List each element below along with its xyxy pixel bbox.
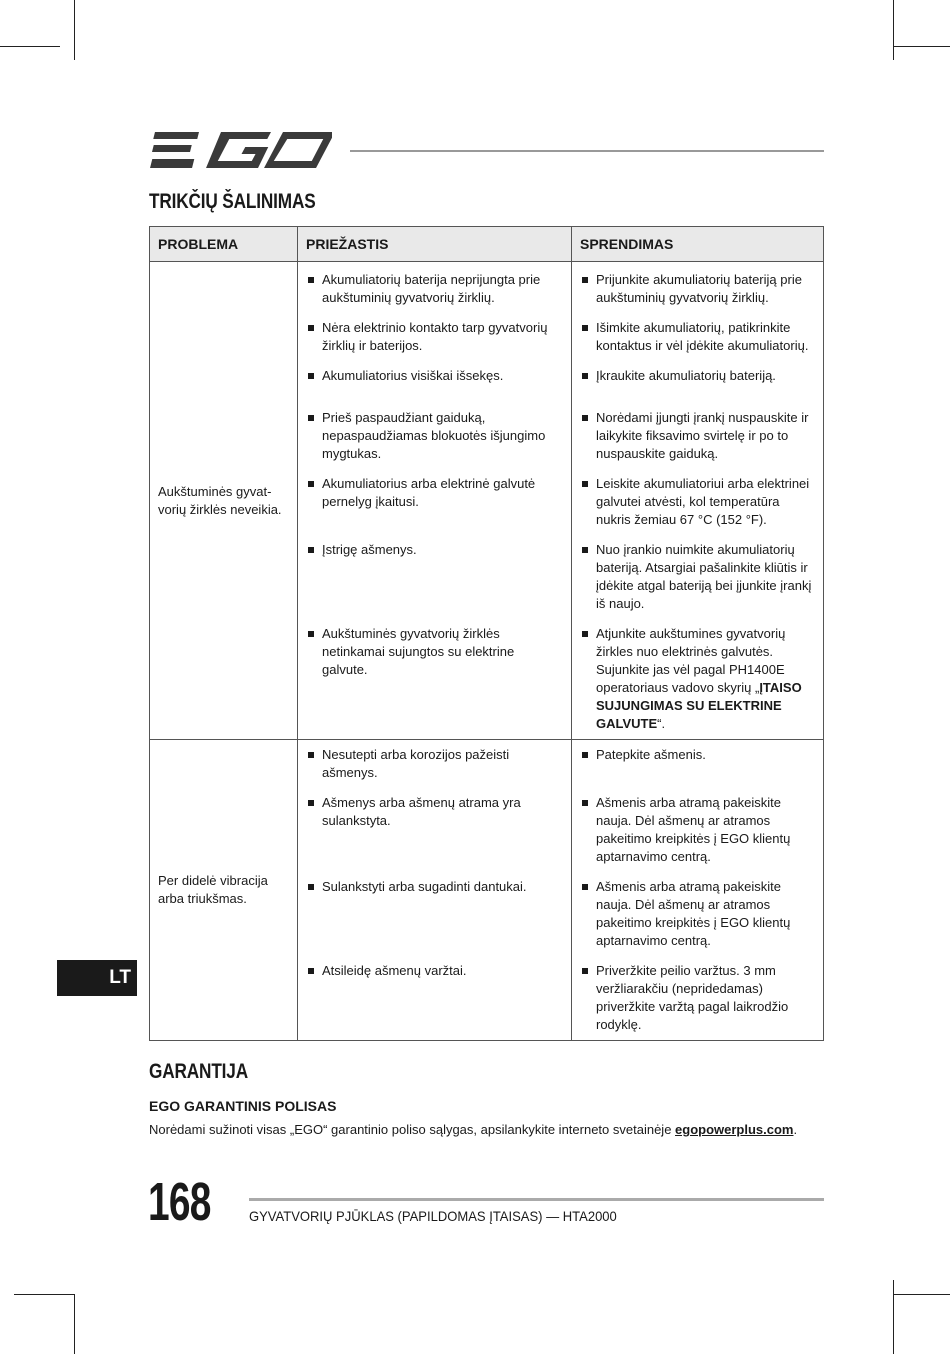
bullet-icon xyxy=(308,752,314,758)
solution-cell xyxy=(572,788,824,872)
cause-text: Aukštuminės gyvatvorių žirklės netinkamai sujungtos su elektrine galvute. xyxy=(322,626,515,677)
bullet-icon xyxy=(582,752,588,758)
bullet-icon xyxy=(308,968,314,974)
warranty-title: GARANTIJA xyxy=(149,1060,248,1083)
cause-text: Prieš paspaudžiant gaiduką, nepaspaudžiamas blokuotės išjungimo mygtukas. xyxy=(322,410,546,461)
bullet-icon xyxy=(308,415,314,421)
bullet-icon xyxy=(308,800,314,806)
crop-mark xyxy=(74,1294,75,1354)
solution-text: Priveržkite peilio varžtus. 3 mm veržliarakčiu (nepridedamas) priveržkite varžtą pagal laikrodžio rodyklę. xyxy=(596,963,789,1032)
ego-logo xyxy=(150,128,332,172)
cause-text: Atsileidę ašmenų varžtai. xyxy=(322,963,467,978)
crop-mark xyxy=(14,1294,74,1295)
troubleshooting-title: TRIKČIŲ ŠALINIMAS xyxy=(149,190,316,213)
warranty-text xyxy=(149,1122,797,1137)
bullet-icon xyxy=(582,547,588,553)
cause-cell xyxy=(298,535,572,619)
cause-cell xyxy=(298,956,572,1041)
bullet-icon xyxy=(308,547,314,553)
column-header-solution: SPRENDIMAS xyxy=(572,227,824,262)
crop-mark xyxy=(893,0,894,60)
solution-text: Leiskite akumuliatoriui arba elektrinei galvutei atvėsti, kol temperatūra nukris žemiau 67 °C (152 °F). xyxy=(596,476,810,527)
cause-cell xyxy=(298,619,572,740)
solution-cell xyxy=(572,262,824,314)
solution-cell xyxy=(572,535,824,619)
solution-text: Įkraukite akumuliatorių bateriją. xyxy=(596,368,776,383)
bullet-icon xyxy=(582,631,588,637)
cause-text: Akumuliatorių baterija neprijungta prie aukštuminių gyvatvorių žirklių. xyxy=(322,272,541,305)
solution-text-post: “. xyxy=(657,716,666,731)
warranty-link[interactable]: egopowerplus.com xyxy=(675,1122,794,1137)
column-header-cause: PRIEŽASTIS xyxy=(298,227,572,262)
page-number: 168 xyxy=(148,1172,211,1232)
solution-cell xyxy=(572,361,824,403)
crop-mark xyxy=(74,0,75,60)
footer-rule xyxy=(249,1198,824,1201)
solution-text-pre: Atjunkite aukštumines gyvatvorių žirkles nuo elektrinės galvutės. Sujunkite jas vėl pagal PH1400E operatoriaus vadovo skyrių „ xyxy=(596,626,786,695)
cause-text: Įstrigę ašmenys. xyxy=(322,542,417,557)
cause-text: Sulankstyti arba sugadinti dantukai. xyxy=(322,879,527,894)
problem-cell: Aukštuminės gyvat-vorių žirklės neveikia. xyxy=(150,262,298,740)
cause-text: Nėra elektrinio kontakto tarp gyvatvorių žirklių ir baterijos. xyxy=(322,320,548,353)
solution-text: Nuo įrankio nuimkite akumuliatorių bateriją. Atsargiai pašalinkite kliūtis ir įdėkite atgal bateriją bei įjunkite įrankį iš naujo. xyxy=(596,542,812,611)
solution-cell xyxy=(572,872,824,956)
troubleshooting-table xyxy=(149,226,824,1041)
cause-text: Akumuliatorius visiškai išsekęs. xyxy=(322,368,504,383)
table-row xyxy=(150,262,824,314)
bullet-icon xyxy=(308,373,314,379)
cause-text: Nesutepti arba korozijos pažeisti ašmenys. xyxy=(322,747,510,780)
warranty-text-post: . xyxy=(793,1122,798,1137)
bullet-icon xyxy=(582,277,588,283)
table-row xyxy=(150,740,824,789)
solution-text xyxy=(596,625,815,733)
footer-title: GYVATVORIŲ PJŪKLAS (PAPILDOMAS ĮTAISAS) — HTA2000 xyxy=(249,1208,617,1224)
bullet-icon xyxy=(582,884,588,890)
cause-cell xyxy=(298,872,572,956)
bullet-icon xyxy=(308,277,314,283)
header-rule xyxy=(350,150,824,152)
cause-text: Akumuliatorius arba elektrinė galvutė pernelyg įkaitusi. xyxy=(322,476,536,509)
solution-cell xyxy=(572,619,824,740)
cause-cell xyxy=(298,788,572,872)
cause-cell xyxy=(298,403,572,469)
bullet-icon xyxy=(582,325,588,331)
crop-mark xyxy=(893,1294,950,1295)
crop-mark xyxy=(0,46,60,47)
cause-cell xyxy=(298,469,572,535)
bullet-icon xyxy=(582,481,588,487)
solution-text: Išimkite akumuliatorių, patikrinkite kontaktus ir vėl įdėkite akumuliatorių. xyxy=(596,320,809,353)
solution-text: Ašmenis arba atramą pakeiskite nauja. Dėl ašmenų ar atramos pakeitimo kreipkitės į EGO klientų aptarnavimo centrą. xyxy=(596,795,791,864)
bullet-icon xyxy=(582,415,588,421)
solution-cell xyxy=(572,313,824,361)
bullet-icon xyxy=(582,373,588,379)
bullet-icon xyxy=(308,631,314,637)
solution-cell xyxy=(572,403,824,469)
solution-text: Prijunkite akumuliatorių bateriją prie aukštuminių gyvatvorių žirklių. xyxy=(596,272,802,305)
solution-cell xyxy=(572,740,824,789)
column-header-problem: PROBLEMA xyxy=(150,227,298,262)
language-tab: LT xyxy=(57,960,137,996)
solution-cell xyxy=(572,956,824,1041)
problem-cell: Per didelė vibracija arba triukšmas. xyxy=(150,740,298,1041)
crop-mark xyxy=(893,46,950,47)
cause-text: Ašmenys arba ašmenų atrama yra sulankstyta. xyxy=(322,795,521,828)
bullet-icon xyxy=(582,968,588,974)
solution-text: Ašmenis arba atramą pakeiskite nauja. Dėl ašmenų ar atramos pakeitimo kreipkitės į EGO klientų aptarnavimo centrą. xyxy=(596,879,791,948)
solution-text-bold: ĮTAISO SUJUNGIMAS SU ELEKTRINE GALVUTE xyxy=(596,680,802,731)
solution-text: Norėdami įjungti įrankį nuspauskite ir laikykite fiksavimo svirtelę ir po to nuspauskite gaiduką. xyxy=(596,410,809,461)
cause-cell xyxy=(298,361,572,403)
cause-cell xyxy=(298,740,572,789)
warranty-subtitle: EGO GARANTINIS POLISAS xyxy=(149,1098,337,1114)
cause-cell xyxy=(298,313,572,361)
solution-cell xyxy=(572,469,824,535)
solution-text: Patepkite ašmenis. xyxy=(596,747,706,762)
warranty-text-pre: Norėdami sužinoti visas „EGO“ garantinio poliso sąlygas, apsilankykite interneto svetainėje xyxy=(149,1122,676,1137)
crop-mark xyxy=(893,1280,894,1354)
bullet-icon xyxy=(308,325,314,331)
cause-cell xyxy=(298,262,572,314)
bullet-icon xyxy=(582,800,588,806)
bullet-icon xyxy=(308,884,314,890)
bullet-icon xyxy=(308,481,314,487)
